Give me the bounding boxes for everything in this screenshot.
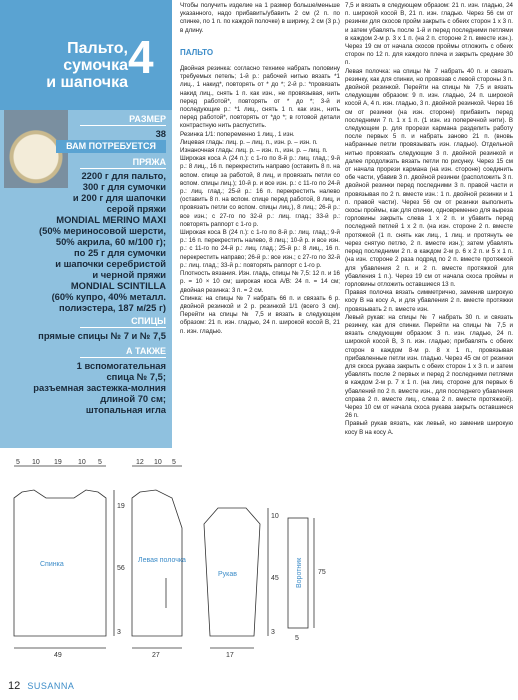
spinka-top-dim: 10 (78, 459, 86, 466)
instruction-paragraph: Двойная резинка: согласно технике набрать половину требуемых петель; 1-й р.: рабочей нитью вязать *1 лиц., 1 накид*, повторять от * до *; 2-й р.: *провязать накид лиц., снять 1 п. как изн., не провязывая, нить перед работой*, повторять от * до *; 3-й и последующие р.: *1 лиц., снять 1 п. как изн., нить перед работой*, повторять от *до *; в готовой детали контрастную нить распустить. (180, 65, 340, 130)
yarn-label: ПРЯЖА (132, 157, 166, 167)
size-label: РАЗМЕР (129, 114, 166, 124)
spinka-width-dim: 49 (54, 652, 62, 659)
rukav-height-dim: 10 (271, 513, 279, 520)
instruction-paragraph: Широкая коса А (24 п.): с 1-го по 8-й р.: лиц. глад.; 9-й р.: 8 лиц., 16 п. перекрестить направо (оставить 8 п. на вспом. спице за работой, 8 лиц, и провязать петли со вспом. спицы лиц.); 10-й р. и все изн. р.: с 11-го по 24-й р.: лиц. глад.; 25-й р.: 16 п. перекрестить налево (оставить 8 п. на вспом. спице перед работой, 8 лиц, и провязать петли со вспом. спицы лиц.), 8 лиц.; 26-й р.: все изн.; с 27-го по 32-й р.: лиц. глад.; 33-й р.: повторять раппорт с 1-го р. (180, 155, 340, 228)
needs-label: ВАМ ПОТРЕБУЕТСЯ (56, 140, 166, 153)
rukav-height-dim: 3 (271, 629, 275, 636)
title-line-2: сумочка (63, 57, 128, 74)
spinka-top-dim: 5 (98, 459, 102, 466)
instruction-paragraph: Правая полочка вязать симметрично, заменив широкую косу В на косу А, и для убавления 2 п. вместе протяжки провязывать 2 п. вместе изн. (345, 289, 513, 313)
rukav-label: Рукав (218, 571, 237, 578)
yarn-line: и черной пряжи (92, 269, 166, 280)
rukav-schematic (204, 508, 268, 648)
middle-column (180, 2, 340, 442)
section-title: ПАЛЬТО (180, 47, 214, 57)
page-footer (8, 680, 74, 692)
rukav-width-dim: 17 (226, 652, 234, 659)
instruction-paragraph: Левая полочка: на спицы № 7 набрать 40 п. и связать резинку, как для спинки, но провязав с левой стороны 3 п. двойной резинкой. Перейти на спицы № 7,5 и вязать следующим образом: 9 п. изн. гладью, 24 п. широкой косой А, 4 п. изн. гладью, 3 п. двойной резинкой. Через 16 см от резинки (на изн. стороне) прибавить перед последними 7 п. 1 х 1 п. (1 изн. из поперечной нити). В следующем р. для прорези кармана разделить работу после первых 5 п. и набрать заново 21 п. (вновь набранные петли провязывать изн. гладью). Отдельной нитью провязать следующие 3 п. двойной резинкой и далее продолжать вязать петли по рисунку. Через 15 см от начала прорези кармана (на изн. стороне) соединить обе части, убавив 3 п. двойной резинки (расположить 3 п. двойной резинки перед последними 3 п. правой части и провязывая по 2 п. вместе изн.: 1 п. двойной резинки и 1 п. правой части). Через 56 см от резинки выполнить скосы проймы, как для спинки, одновременно для выреза горловины закрыть слева 1 х 2 п. и убавить перед последней петлей 1 х 2 п. (на изн. стороне 2 п. вместе протяжкой (1 п. снять как лиц., 1 лиц. и протянуть ее через снятую петлю, 2 п. вместе изн.); затем убавлять перед последними 2 п. в каждом 2-м р. 6 х 2 п. и 5 х 1 п. (на изн. стороне 2 раза подряд по 2 п. вместе протяжкой для убавления 2 п. и 2 п. вместе протяжкой для убавления 1 п.). Через 19 см от начала скоса проймы и горловины отложить оставшиеся 13 п. (345, 67, 513, 288)
also-line: 1 вспомогательная (76, 360, 166, 371)
instruction-paragraph: Правый рукав вязать, как левый, но заменив широкую косу В на косу А. (345, 420, 513, 436)
spinka-top-dim: 5 (16, 459, 20, 466)
polochka-top-dim: 5 (172, 459, 176, 466)
instruction-paragraph: 7,5 и вязать в следующем образом: 21 п. изн. гладью, 24 п. широкой косой В, 21 п. изн. гладью. Через 56 см от резинки для скосов пройм закрыть с обеих сторон 1 х 3 п. и затем убавлять после 1-й и перед последними петлями в каждом 2-м р. 3 х 1 п. (на 2 п. стороне 2 п. вместе изн.). Через 19 см от начала скосов проймы отложить с обеих сторон по 12 п. для каждого плеча и закрыть средние 30 п. (345, 2, 513, 67)
schematic-svg (6, 458, 340, 660)
yarn-text (6, 170, 166, 313)
polochka-top-dim: 10 (154, 459, 162, 466)
yarn-line: полиэстера, 187 м/25 г) (59, 302, 166, 313)
model-number: 4 (128, 31, 154, 83)
brand-name: SUSANNA (27, 681, 75, 691)
spinka-schematic (14, 466, 114, 648)
yarn-line: MONDIAL MERINO MAXI (56, 214, 166, 225)
instruction-paragraph: Плотность вязания. Изн. гладь, спицы № 7,5: 12 п. и 16 р. = 10 × 10 см; широкая коса А/В: 24 п. = 14 см; двойная резинка: 3 п. = 2 см. (180, 270, 340, 294)
spinka-top-dim: 19 (54, 459, 62, 466)
yarn-line: и 200 г для шапочки (72, 192, 166, 203)
pattern-diagrams (6, 458, 340, 660)
yarn-line: (50% мериносовой шерсти, (39, 225, 166, 236)
also-text (6, 360, 166, 415)
yarn-line: 2200 г для пальто, (81, 170, 166, 181)
yarn-line: 50% акрила, 60 м/100 г); (55, 236, 166, 247)
also-line: длиной 70 см; (100, 393, 166, 404)
intro-text: Чтобы получить изделие на 1 размер больше/меньше указанного, надо прибавить/убавить 2 см (2 п. по спинке, по 1 п. по каждой полочке) в ширину, 2 см (3 р.) в длину. (180, 2, 340, 34)
size-value: 38 (155, 128, 166, 139)
page-title (8, 40, 128, 91)
yarn-line: и шапочки серебристой (55, 258, 166, 269)
instruction-paragraph: Широкая коса В (24 п.): с 1-го по 8-й р.: лиц. глад.; 9-й р.: 16 п. перекрестить налево, 8 лиц.; 10-й р. и все изн. р.: с 11-го по 24-й р.: лиц. глад.; 25-й р.: 8 лиц., 16 п. перекрестить направо; 26-й р.: все изн.; с 27-го по 32-й р.: лиц. глад.; 33-й р.: повторять раппорт с 1-го р. (180, 229, 340, 269)
vorotnik-label: Воротник (296, 557, 303, 588)
polochka-label: Левая полочка (138, 557, 186, 564)
needles-label: СПИЦЫ (131, 316, 166, 326)
spinka-height-dim: 3 (117, 629, 121, 636)
instruction-paragraph: Спинка: на спицы № 7 набрать 66 п. и связать 6 р. двойной резинкой и 2 р. резинкой 1/1 (всего 3 см). Перейти на спицы № 7,5 и вязать в следующем образом: 21 п. изн. гладью, 24 п. широкой косой В, 21 п. изн. гладью. (180, 294, 340, 335)
instruction-paragraph: Лицевая гладь: лиц. р. – лиц. п., изн. р. – изн. п. (180, 138, 318, 146)
divider (80, 125, 166, 126)
divider (80, 168, 166, 169)
yarn-line: серой пряжи (106, 203, 166, 214)
title-line-3: и шапочка (46, 74, 128, 91)
page-number: 12 (8, 680, 21, 692)
spinka-height-dim: 56 (117, 565, 125, 572)
needles-text: прямые спицы № 7 и № 7,5 (38, 330, 166, 341)
sidebar (0, 0, 172, 448)
instruction-paragraph: Изнаночная гладь: лиц. р. – изн. п., изн. р. – лиц. п. (180, 147, 328, 155)
rukav-height-dim: 45 (271, 575, 279, 582)
instruction-paragraph: Левый рукав: на спицы № 7 набрать 30 п. и связать резинку, как для спинки. Перейти на спицы № 7,5 и вязать следующим образом: 3 п. изн. гладью, 24 п. широкой косой В, 3 п. изн. гладью; прибавлять с обеих сторон в каждом 8-м р. 8 х 1 п., провязывая прибавленные петли изн. гладью. Через 45 см от резинки для скоса рукава закрыть с обеих сторон 1 х 3 п. и затем убавлять после 2 первых и перед 2 последними петлями в каждом 2-м р. 7 х 1 п. (на лиц. стороне для первых 6 убавлений по 2 п. вместе изн., для последнего убавления справа 2 п. вместе лиц., слева 2 п. вместе протяжкой). Через 10 см от начала скоса рукава закрыть оставшиеся 26 п. (345, 313, 513, 420)
also-line: спица № 7,5; (106, 371, 166, 382)
divider (80, 357, 166, 358)
title-line-1: Пальто, (67, 40, 128, 57)
yarn-line: (60% купро, 40% металл. (51, 291, 166, 302)
yarn-line: 300 г для сумочки (82, 181, 166, 192)
title-block (0, 0, 172, 110)
vorotnik-width-dim: 5 (295, 635, 299, 642)
vorotnik-height-dim: 75 (318, 569, 326, 576)
instruction-paragraph: Резинка 1/1: попеременно 1 лиц., 1 изн. (180, 130, 295, 138)
also-line: разъемная застежка-молния (33, 382, 166, 393)
yarn-line: по 25 г для сумочки (73, 247, 166, 258)
spinka-top-dim: 10 (32, 459, 40, 466)
polochka-width-dim: 27 (152, 652, 160, 659)
right-column (345, 2, 513, 692)
spinka-height-dim: 19 (117, 503, 125, 510)
also-label: А ТАКЖЕ (125, 346, 166, 356)
polochka-top-dim: 12 (136, 459, 144, 466)
spinka-label: Спинка (40, 561, 64, 568)
divider (80, 327, 166, 328)
also-line: штопальная игла (85, 404, 166, 415)
yarn-line: MONDIAL SCINTILLA (70, 280, 166, 291)
